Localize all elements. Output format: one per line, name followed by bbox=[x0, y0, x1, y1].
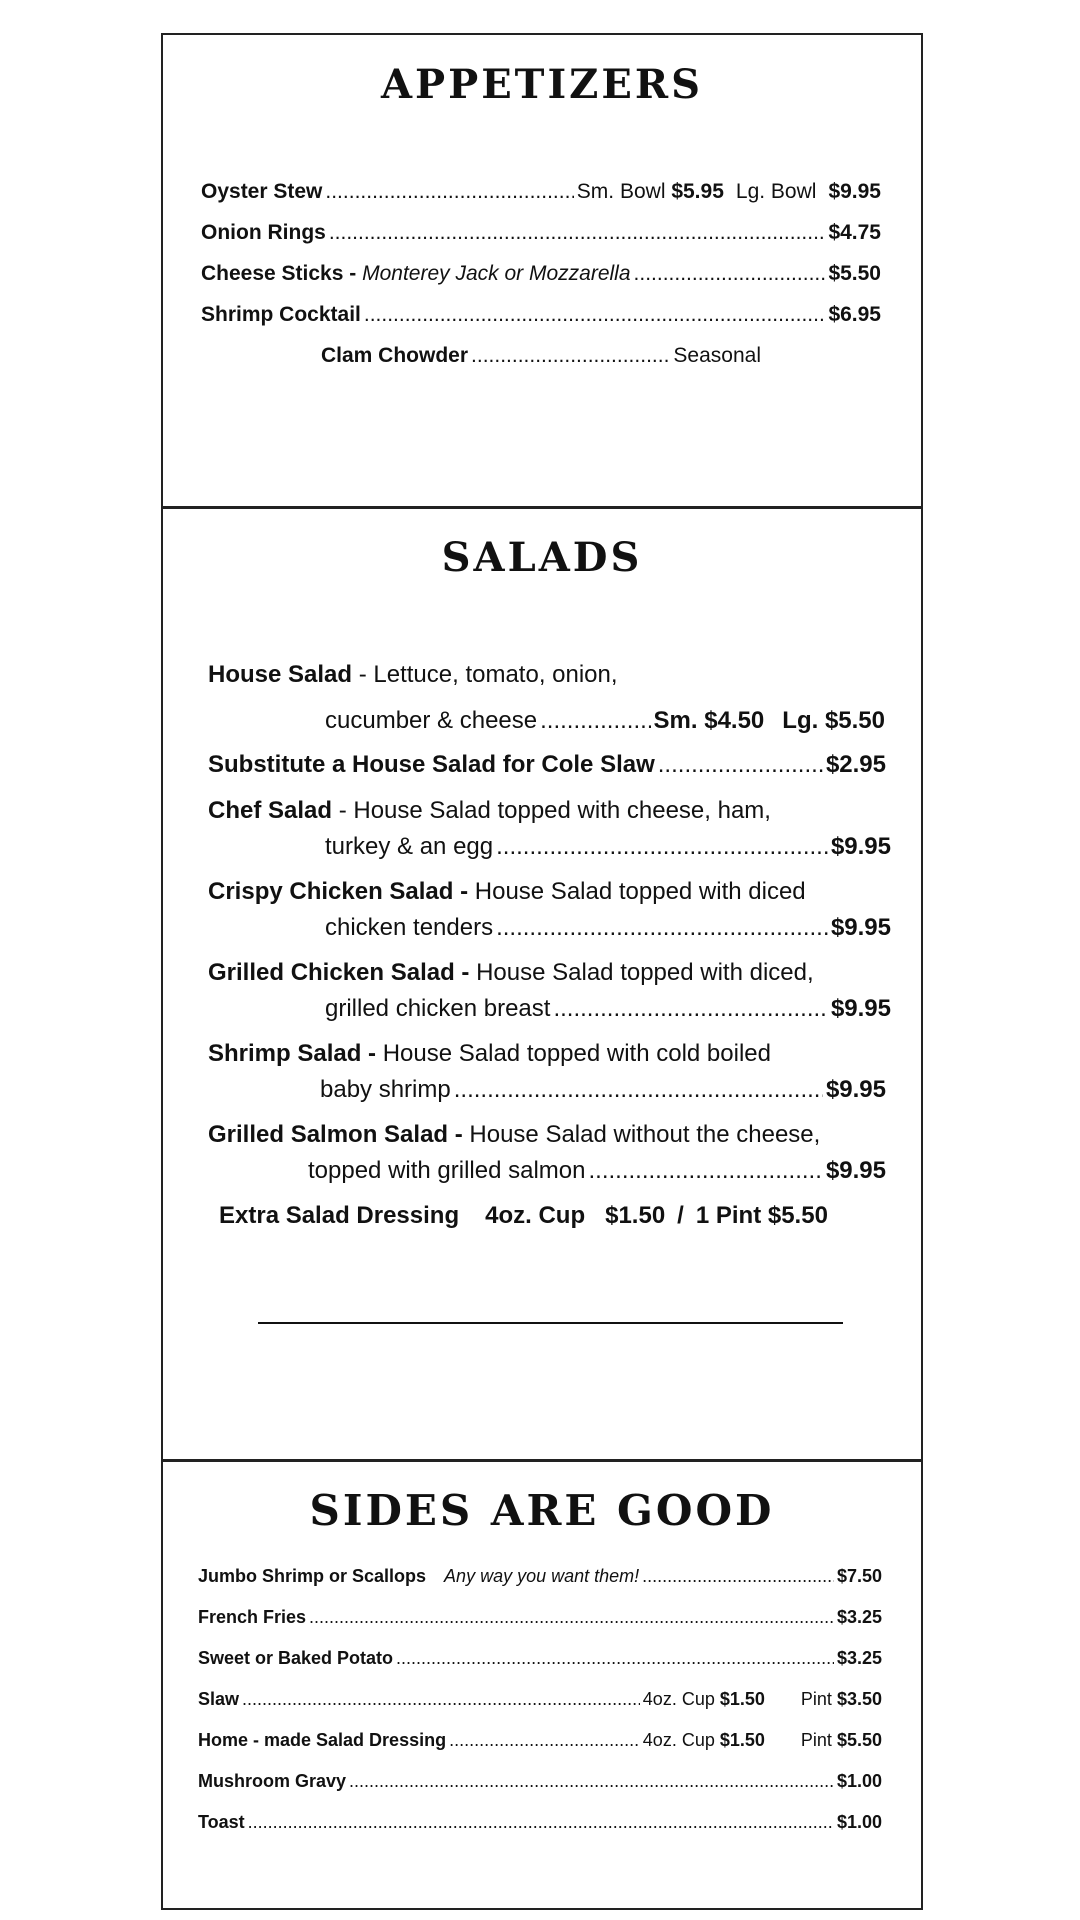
menu-item-oyster-stew bbox=[201, 180, 881, 204]
item-price-small: Sm. $4.50 bbox=[653, 707, 765, 734]
item-price: $9.95 bbox=[830, 995, 891, 1022]
menu-item-substitute-house-salad bbox=[208, 751, 886, 779]
item-name: Jumbo Shrimp or Scallops bbox=[198, 1566, 427, 1586]
item-description: topped with grilled salmon bbox=[308, 1157, 586, 1184]
item-price: 1 Pint $5.50 bbox=[695, 1202, 828, 1229]
dot-leader bbox=[496, 914, 828, 942]
item-name: French Fries bbox=[198, 1607, 307, 1627]
menu-item-onion-rings bbox=[201, 221, 881, 245]
item-name: Crispy Chicken Salad - bbox=[208, 878, 469, 905]
item-name: Slaw bbox=[198, 1689, 240, 1709]
item-description: House Salad topped with cold boiled bbox=[382, 1040, 771, 1067]
item-price: $9.95 bbox=[830, 833, 891, 860]
dot-leader bbox=[449, 1730, 640, 1751]
appetizers-heading: APPETIZERS bbox=[381, 61, 703, 108]
menu-item-toast bbox=[198, 1812, 882, 1833]
item-price: $5.95 bbox=[671, 180, 724, 203]
item-price: $3.50 bbox=[836, 1689, 882, 1709]
dot-leader bbox=[553, 995, 827, 1023]
menu-item-shrimp-salad bbox=[208, 1040, 771, 1068]
item-price: $6.95 bbox=[828, 303, 881, 326]
dot-leader bbox=[589, 1157, 823, 1185]
menu-item-chef-salad-line2 bbox=[325, 833, 891, 861]
item-name: Grilled Chicken Salad - bbox=[208, 959, 470, 986]
item-description: Monterey Jack or Mozzarella bbox=[362, 262, 631, 285]
menu-item-shrimp-salad-line2 bbox=[320, 1076, 886, 1104]
item-name: Mushroom Gravy bbox=[198, 1771, 347, 1791]
dot-leader bbox=[325, 180, 573, 204]
dot-leader bbox=[309, 1607, 834, 1628]
menu-item-french-fries bbox=[198, 1607, 882, 1628]
item-price: $4.75 bbox=[828, 221, 881, 244]
menu-item-chef-salad bbox=[208, 797, 771, 825]
item-price: $1.00 bbox=[836, 1812, 882, 1832]
dot-leader bbox=[658, 751, 823, 779]
sides-heading: SIDES ARE GOOD bbox=[309, 1486, 775, 1535]
size-label: 4oz. Cup bbox=[642, 1689, 715, 1709]
item-description: House Salad topped with diced, bbox=[476, 959, 814, 986]
item-description: baby shrimp bbox=[320, 1076, 451, 1103]
appetizers-panel bbox=[161, 33, 923, 508]
menu-item-house-salad-line2 bbox=[325, 707, 885, 735]
item-name: Extra Salad Dressing bbox=[219, 1202, 460, 1229]
item-name: Shrimp Cocktail bbox=[201, 303, 361, 326]
menu-item-grilled-salmon-salad bbox=[208, 1121, 820, 1149]
item-price: $9.95 bbox=[828, 180, 881, 203]
item-description: chicken tenders bbox=[325, 914, 494, 941]
item-description: Any way you want them! bbox=[444, 1566, 640, 1586]
item-price: $5.50 bbox=[828, 262, 881, 285]
menu-item-grilled-chicken-salad bbox=[208, 959, 814, 987]
sides-panel bbox=[161, 1460, 923, 1910]
dot-leader bbox=[634, 262, 826, 286]
item-name: Chef Salad bbox=[208, 797, 333, 824]
size-label: Sm. Bowl bbox=[576, 180, 666, 203]
item-description: turkey & an egg bbox=[325, 833, 494, 860]
dot-leader bbox=[496, 833, 828, 861]
item-price: $3.25 bbox=[836, 1607, 882, 1627]
divider-line bbox=[258, 1322, 843, 1324]
item-name: Clam Chowder bbox=[321, 344, 469, 367]
menu-item-mushroom-gravy bbox=[198, 1771, 882, 1792]
dot-leader bbox=[248, 1812, 834, 1833]
item-name: House Salad bbox=[208, 661, 353, 688]
item-name: Toast bbox=[198, 1812, 245, 1832]
menu-item-shrimp-cocktail bbox=[201, 303, 881, 327]
menu-item-grilled-salmon-salad-line2 bbox=[308, 1157, 886, 1185]
menu-item-clam-chowder bbox=[321, 344, 761, 368]
item-description: - House Salad topped with cheese, ham, bbox=[338, 797, 771, 824]
item-price: $7.50 bbox=[836, 1566, 882, 1586]
item-name: Grilled Salmon Salad - bbox=[208, 1121, 463, 1148]
item-price: $1.50 bbox=[719, 1730, 765, 1750]
size-label: Pint bbox=[800, 1730, 832, 1750]
item-name: Sweet or Baked Potato bbox=[198, 1648, 394, 1668]
item-price: $9.95 bbox=[825, 1157, 886, 1184]
menu-item-jumbo-shrimp-scallops bbox=[198, 1566, 882, 1587]
item-price: $5.50 bbox=[836, 1730, 882, 1750]
dot-leader bbox=[329, 221, 826, 245]
item-price: $1.00 bbox=[836, 1771, 882, 1791]
dot-leader bbox=[364, 303, 826, 327]
item-description: grilled chicken breast bbox=[325, 995, 551, 1022]
dot-leader bbox=[642, 1566, 834, 1587]
item-price: $9.95 bbox=[830, 914, 891, 941]
item-price-large: Lg. $5.50 bbox=[782, 707, 885, 734]
menu-item-cheese-sticks bbox=[201, 262, 881, 286]
item-description: cucumber & cheese bbox=[325, 707, 538, 734]
item-name: Oyster Stew bbox=[201, 180, 323, 203]
item-description: House Salad topped with diced bbox=[474, 878, 806, 905]
item-price: Seasonal bbox=[673, 344, 761, 367]
separator: / bbox=[677, 1202, 684, 1229]
dot-leader bbox=[396, 1648, 834, 1669]
item-price: $9.95 bbox=[825, 1076, 886, 1103]
dot-leader bbox=[454, 1076, 823, 1104]
item-name: Onion Rings bbox=[201, 221, 326, 244]
size-label: 4oz. Cup bbox=[642, 1730, 715, 1750]
size-label: 4oz. Cup bbox=[485, 1202, 586, 1229]
menu-item-crispy-chicken-salad-line2 bbox=[325, 914, 891, 942]
dot-leader bbox=[471, 344, 670, 368]
size-label: Pint bbox=[800, 1689, 832, 1709]
dot-leader bbox=[540, 707, 650, 735]
item-name: Substitute a House Salad for Cole Slaw bbox=[208, 751, 655, 778]
menu-item-crispy-chicken-salad bbox=[208, 878, 806, 906]
item-price: $2.95 bbox=[825, 751, 886, 778]
item-price: $1.50 bbox=[719, 1689, 765, 1709]
menu-item-house-salad bbox=[208, 661, 618, 689]
menu-item-sweet-baked-potato bbox=[198, 1648, 882, 1669]
size-label: Lg. Bowl bbox=[735, 180, 817, 203]
item-name: Home - made Salad Dressing bbox=[198, 1730, 447, 1750]
dot-leader bbox=[349, 1771, 834, 1792]
dot-leader bbox=[242, 1689, 640, 1710]
item-name: Shrimp Salad - bbox=[208, 1040, 377, 1067]
item-name: Cheese Sticks - bbox=[201, 262, 357, 285]
menu-item-extra-salad-dressing bbox=[219, 1202, 828, 1230]
item-price: $3.25 bbox=[836, 1648, 882, 1668]
menu-item-home-made-salad-dressing bbox=[198, 1730, 882, 1751]
item-price: $1.50 bbox=[605, 1202, 666, 1229]
salads-heading: SALADS bbox=[441, 534, 643, 581]
item-description: House Salad without the cheese, bbox=[469, 1121, 821, 1148]
item-description: - Lettuce, tomato, onion, bbox=[358, 661, 618, 688]
salads-panel bbox=[161, 507, 923, 1461]
menu-item-slaw bbox=[198, 1689, 882, 1710]
menu-item-grilled-chicken-salad-line2 bbox=[325, 995, 891, 1023]
